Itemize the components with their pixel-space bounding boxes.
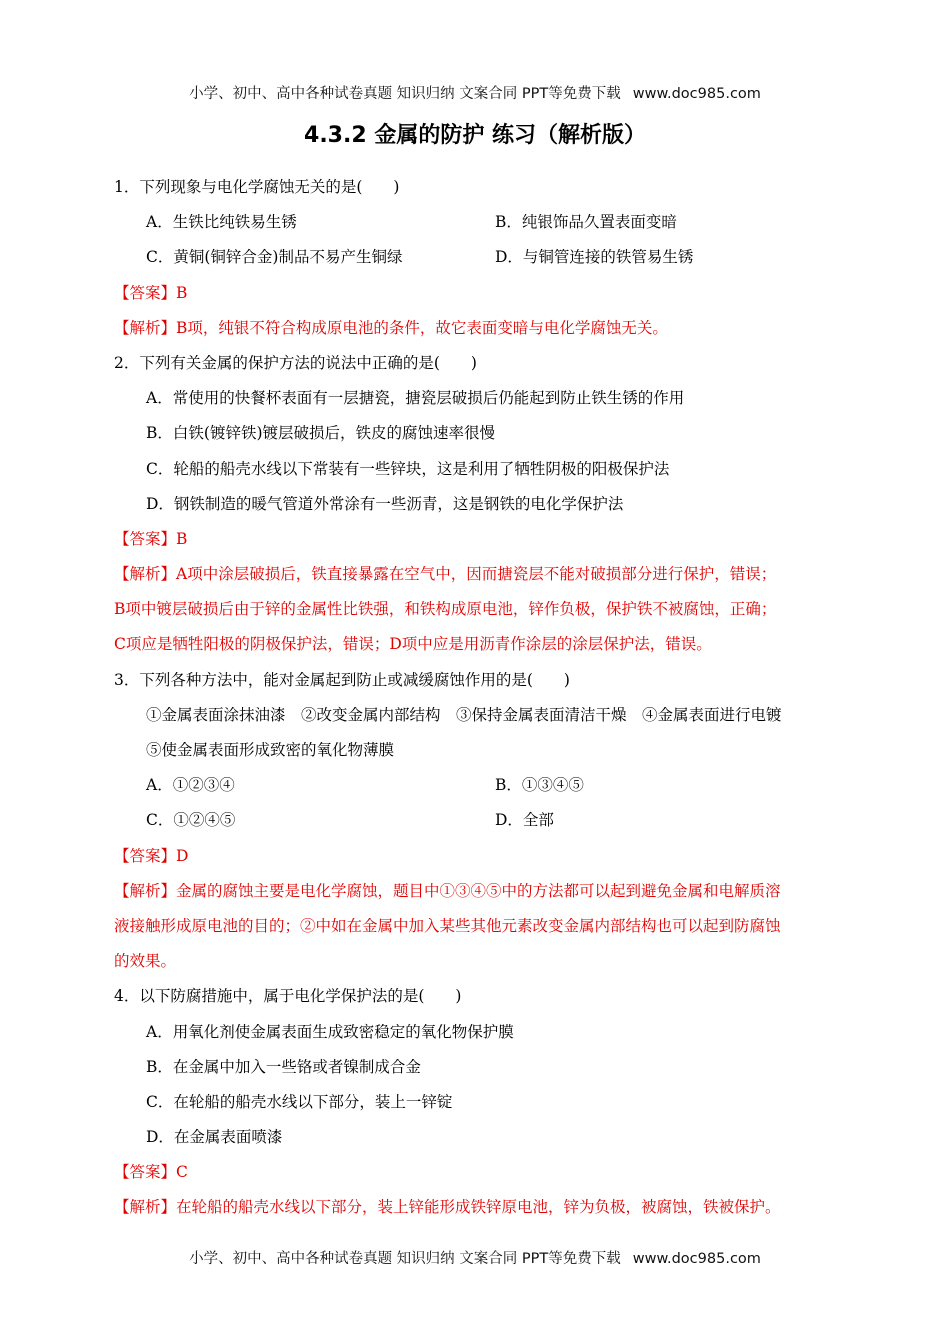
method-list: ①金属表面涂抹油漆 ②改变金属内部结构 ③保持金属表面清洁干燥 ④金属表面进行电镀 [146, 705, 782, 724]
analysis-text: 金属的腐蚀主要是电化学腐蚀，题目中①③④⑤中的方法都可以起到避免金属和电解质溶 [176, 881, 781, 900]
footer-banner-url[interactable]: www.doc985.com [632, 1251, 761, 1267]
question-stem: 3．下列各种方法中，能对金属起到防止或减缓腐蚀作用的是( ) [114, 670, 570, 689]
option-row [114, 240, 844, 275]
questions-content [114, 170, 844, 1226]
answer-value: B [176, 529, 188, 548]
answer-line [114, 522, 844, 557]
option-c: C．轮船的船壳水线以下常装有一些锌块，这是利用了牺牲阴极的阳极保护法 [146, 459, 670, 478]
footer-banner [0, 1247, 950, 1268]
answer-line [114, 276, 844, 311]
analysis-line: 的效果。 [114, 952, 177, 971]
option-a: A．生铁比纯铁易生锈 [146, 213, 297, 232]
answer-label: 【答案】 [114, 283, 177, 302]
question-1 [114, 170, 844, 346]
analysis-label: 【解析】 [114, 565, 177, 584]
option-d: D．与铜管连接的铁管易生锈 [495, 248, 694, 267]
analysis-label: 【解析】 [114, 881, 177, 900]
option-b: B．①③④⑤ [495, 776, 584, 795]
answer-line [114, 1155, 844, 1190]
analysis-text: 在轮船的船壳水线以下部分，装上锌能形成铁锌原电池，锌为负极，被腐蚀，铁被保护。 [176, 1198, 781, 1217]
option-b: B．白铁(镀锌铁)镀层破损后，铁皮的腐蚀速率很慢 [146, 424, 495, 443]
answer-value: D [176, 846, 189, 865]
analysis-line: C项应是牺牲阳极的阴极保护法，错误；D项中应是用沥青作涂层的涂层保护法，错误。 [114, 635, 712, 654]
method-list: ⑤使金属表面形成致密的氧化物薄膜 [146, 741, 395, 759]
answer-line [114, 839, 844, 874]
header-banner-text: 小学、初中、高中各种试卷真题 知识归纳 文案合同 PPT等免费下载 [189, 86, 621, 102]
analysis-line: B项中镀层破损后由于锌的金属性比铁强，和铁构成原电池，锌作负极，保护铁不被腐蚀，正确； [114, 600, 777, 619]
answer-label: 【答案】 [114, 846, 177, 865]
analysis-line [114, 311, 844, 346]
option-row [114, 205, 844, 240]
analysis-text: B项，纯银不符合构成原电池的条件，故它表面变暗与电化学腐蚀无关。 [176, 318, 668, 337]
analysis-label: 【解析】 [114, 318, 177, 337]
answer-label: 【答案】 [114, 1163, 177, 1182]
option-d: D．钢铁制造的暖气管道外常涂有一些沥青，这是钢铁的电化学保护法 [146, 494, 624, 513]
header-banner [0, 82, 950, 103]
option-c: C．在轮船的船壳水线以下部分，装上一锌锭 [146, 1092, 453, 1111]
analysis-line [114, 557, 844, 592]
footer-banner-text: 小学、初中、高中各种试卷真题 知识归纳 文案合同 PPT等免费下载 [189, 1251, 621, 1267]
header-banner-url[interactable]: www.doc985.com [632, 86, 761, 102]
option-b: B．纯银饰品久置表面变暗 [495, 213, 677, 232]
option-row [114, 803, 844, 838]
question-3 [114, 663, 844, 980]
option-a: A．用氧化剂使金属表面生成致密稳定的氧化物保护膜 [146, 1022, 514, 1041]
option-c: C．黄铜(铜锌合金)制品不易产生铜绿 [146, 248, 403, 267]
answer-value: B [176, 283, 188, 302]
option-d: D．在金属表面喷漆 [146, 1128, 283, 1147]
page-title: 4.3.2 金属的防护 练习（解析版） [304, 123, 646, 148]
option-b: B．在金属中加入一些铬或者镍制成合金 [146, 1057, 421, 1076]
question-stem: 1．下列现象与电化学腐蚀无关的是( ) [114, 178, 400, 196]
option-row [114, 768, 844, 803]
analysis-line [114, 1190, 844, 1225]
question-4 [114, 979, 844, 1225]
option-a: A．①②③④ [146, 776, 235, 795]
answer-label: 【答案】 [114, 529, 177, 548]
analysis-text: A项中涂层破损后，铁直接暴露在空气中，因而搪瓷层不能对破损部分进行保护，错误； [176, 565, 777, 584]
answer-value: C [176, 1163, 188, 1182]
analysis-label: 【解析】 [114, 1198, 177, 1217]
analysis-line: 液接触形成原电池的目的；②中如在金属中加入某些其他元素改变金属内部结构也可以起到防腐蚀 [114, 916, 781, 935]
question-2 [114, 346, 844, 663]
analysis-line [114, 874, 844, 909]
option-d: D．全部 [495, 811, 554, 830]
option-a: A．常使用的快餐杯表面有一层搪瓷，搪瓷层破损后仍能起到防止铁生锈的作用 [146, 389, 685, 408]
option-c: C．①②④⑤ [146, 811, 236, 830]
question-stem: 2．下列有关金属的保护方法的说法中正确的是( ) [114, 353, 477, 372]
question-stem: 4．以下防腐措施中，属于电化学保护法的是( ) [114, 987, 462, 1006]
